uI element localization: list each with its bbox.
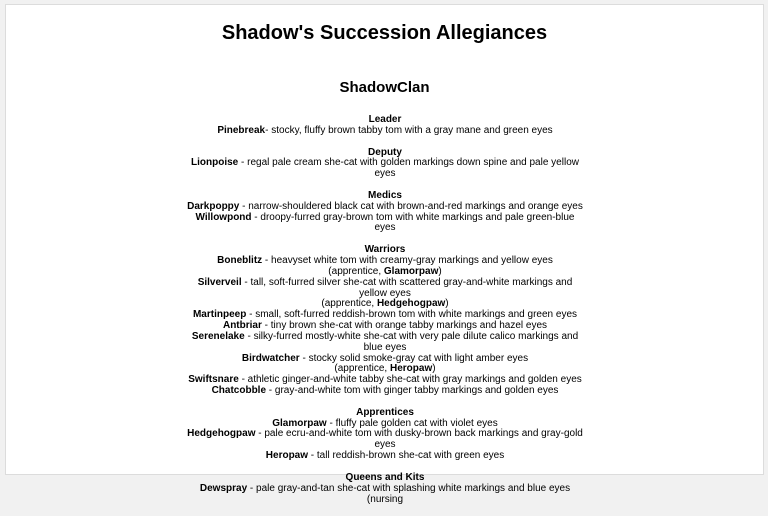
cat-name: Darkpoppy: [187, 200, 240, 212]
section-title: Queens and Kits: [345, 471, 425, 483]
cat-description: - gray-and-white tom with ginger tabby markings and golden eyes: [266, 385, 559, 397]
apprentice-prefix: (apprentice,: [328, 265, 384, 277]
cat-entry: [187, 126, 583, 137]
apprentice-suffix: ): [432, 363, 436, 375]
apprentice-prefix: (apprentice,: [321, 298, 377, 310]
cat-entry: [187, 158, 583, 180]
cat-name: Hedgehogpaw: [187, 428, 256, 440]
cat-description: - stocky solid smoke-gray cat with light amber eyes: [299, 352, 529, 364]
apprentice-name: Heropaw: [390, 363, 433, 375]
cat-name: Willowpond: [195, 211, 252, 223]
apprentice-suffix: ): [445, 298, 449, 310]
cat-entry: [187, 386, 583, 397]
apprentice-prefix: (apprentice,: [334, 363, 390, 375]
cat-name: Martinpeep: [192, 309, 247, 321]
cat-description: - small, soft-furred reddish-brown tom with white markings and green eyes: [246, 309, 578, 321]
section-apprentices: [187, 408, 583, 462]
section-title: Medics: [368, 189, 402, 201]
cat-name: Serenelake: [191, 330, 245, 342]
section-leader: [187, 115, 583, 137]
cat-entry: [187, 332, 583, 354]
allegiances-content: [187, 115, 583, 516]
clan-heading: ShadowClan: [339, 79, 430, 96]
cat-entry: [187, 484, 583, 506]
cat-description: - narrow-shouldered black cat with brown-and-red markings and orange eyes: [239, 200, 583, 212]
cat-name: Antbriar: [222, 320, 262, 332]
cat-description: - tall, soft-furred silver she-cat with scattered gray-and-white markings and yellow eyes: [241, 276, 573, 299]
cat-description: - pale ecru-and-white tom with dusky-brown back markings and gray-gold eyes: [255, 428, 583, 451]
cat-name: Heropaw: [265, 450, 309, 462]
cat-entry: [187, 429, 583, 451]
cat-description: - tall reddish-brown she-cat with green eyes: [308, 450, 505, 462]
cat-name: Glamorpaw: [272, 417, 327, 429]
cat-entry: [187, 278, 583, 300]
cat-description: - stocky, fluffy brown tabby tom with a gray mane and green eyes: [265, 124, 553, 136]
cat-name: Pinebreak: [217, 124, 266, 136]
cat-description: - droopy-furred gray-brown tom with white markings and pale green-blue eyes: [251, 211, 575, 234]
cat-description: - pale gray-and-tan she-cat with splashing white markings and blue eyes (nursing: [247, 482, 571, 505]
cat-name: Birdwatcher: [241, 352, 300, 364]
cat-name: Swiftsnare: [188, 374, 239, 386]
section-warriors: [187, 245, 583, 397]
cat-description: - regal pale cream she-cat with golden markings down spine and pale yellow eyes: [238, 157, 579, 180]
cat-description: - tiny brown she-cat with orange tabby markings and hazel eyes: [261, 320, 548, 332]
section-title: Apprentices: [356, 406, 414, 418]
cat-description: - fluffy pale golden cat with violet eyes: [326, 417, 498, 429]
section-title: Leader: [368, 114, 402, 125]
cat-name: Silverveil: [197, 276, 242, 288]
apprentice-suffix: ): [438, 265, 442, 277]
apprentice-name: Hedgehogpaw: [376, 298, 446, 310]
section-medics: [187, 191, 583, 234]
document-page: [5, 4, 764, 505]
cat-name: Lionpoise: [191, 157, 239, 169]
cat-name: Chatcobble: [211, 385, 267, 397]
section-queens-and-kits: [187, 473, 583, 506]
cat-name: Boneblitz: [217, 254, 263, 266]
section-deputy: [187, 148, 583, 181]
section-title: Deputy: [368, 146, 402, 158]
cat-description: - heavyset white tom with creamy-gray markings and yellow eyes: [262, 254, 553, 266]
apprentice-name: Glamorpaw: [383, 265, 439, 277]
cat-entry: [187, 213, 583, 235]
cat-description: - athletic ginger-and-white tabby she-cat with gray markings and golden eyes: [238, 374, 582, 386]
section-title: Warriors: [364, 244, 406, 256]
cat-name: Dewspray: [199, 482, 248, 494]
cat-entry: [187, 451, 583, 462]
page-title: Shadow's Succession Allegiances: [221, 22, 548, 44]
cat-description: - silky-furred mostly-white she-cat with very pale dilute calico markings and blue eyes: [244, 330, 579, 353]
